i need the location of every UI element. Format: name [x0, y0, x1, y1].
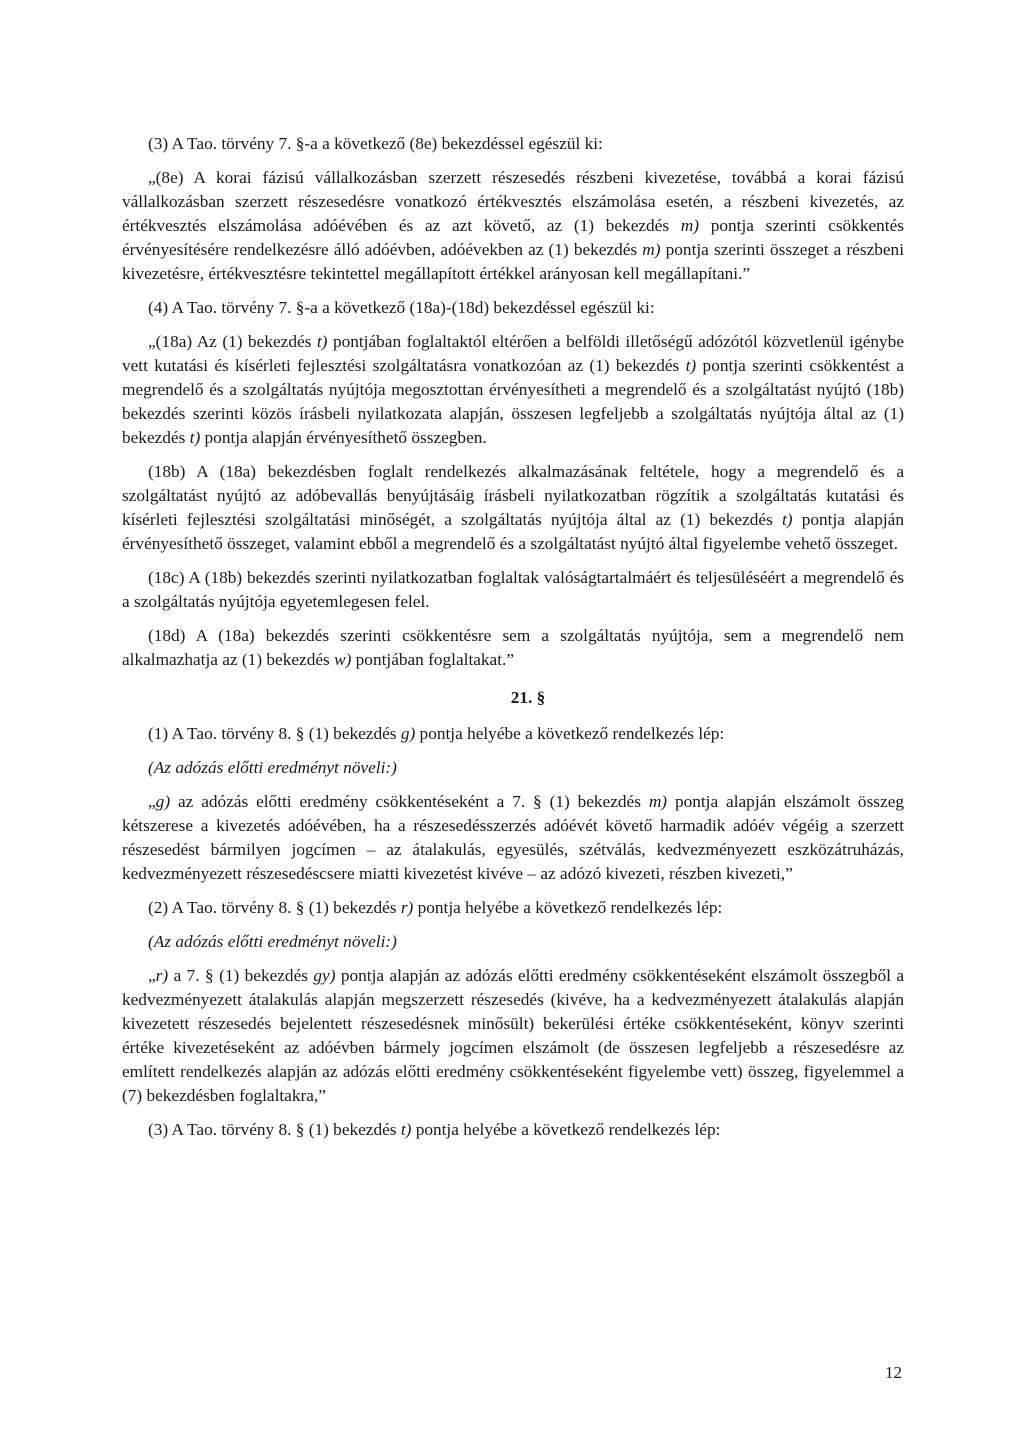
context-note-1: (Az adózás előtti eredményt növeli:)	[148, 758, 397, 777]
document-body	[122, 132, 904, 1152]
paragraph-r: „r) a 7. § (1) bekezdés gy) pontja alapján az adózás előtti eredmény csökkentéseként elszámolt összegből a kedvezményezett átalakulás alapján megszerzett részesedés (kivéve, ha a kedvezményezett átalakulás alapján kivezetett részesedés bejelentett részesedésnek minősült) bekerülési értéke csökkentéseként, könyv szerinti értéke kivezetéseként az adóévben bármely jogcímen elszámolt (de összesen legfeljebb a részesedésre az említett rendelkezés alapján az adózás előtti eredmény csökkentéseként figyelembe vett) összeg, figyelemmel a (7) bekezdésben foglaltakra,”	[122, 966, 904, 1105]
amendment-intro-8-t: (3) A Tao. törvény 8. § (1) bekezdés t) pontja helyébe a következő rendelkezés lép:	[148, 1120, 721, 1139]
paragraph-18d: (18d) A (18a) bekezdés szerinti csökkentésre sem a szolgáltatás nyújtója, sem a megrendelő nem alkalmazhatja az (1) bekezdés w) pontjában foglaltakat.”	[122, 626, 904, 669]
context-note-2: (Az adózás előtti eredményt növeli:)	[148, 932, 397, 951]
paragraph-18c: (18c) A (18b) bekezdés szerinti nyilatkozatban foglaltak valóságtartalmáért és teljesüléséért a megrendelő és a szolgáltatás nyújtója egyetemlegesen felel.	[122, 568, 904, 611]
paragraph-g: „g) az adózás előtti eredmény csökkentéseként a 7. § (1) bekezdés m) pontja alapján elszámolt összeg kétszerese a kivezetés adóévében, ha a részesedésszerzés adóévét követő harmadik adóév végéig a szerzett részesedést bármilyen jogcímen – az átalakulás, egyesülés, szétválás, kedvezményezett eszközátruházás, kedvezményezett részesedéscsere miatti kivezetést kivéve – az adózó kivezeti, részben kivezeti,”	[122, 792, 905, 883]
paragraph-18b: (18b) A (18a) bekezdésben foglalt rendelkezés alkalmazásának feltétele, hogy a megrendelő és a szolgáltatást nyújtó az adóbevallás benyújtásáig írásbeli nyilatkozatban rögzítik a szolgáltatás kutatási és kísérleti fejlesztési szolgáltatási minőségét, a szolgáltatás nyújtója által az (1) bekezdés t) pontja alapján érvényesíthető összeget, valamint ebből a megrendelő és a szolgáltatást nyújtó által figyelembe vehető összeget.	[122, 462, 904, 553]
amendment-intro-8-r: (2) A Tao. törvény 8. § (1) bekezdés r) pontja helyébe a következő rendelkezés lép:	[148, 898, 723, 917]
section-heading-21: 21. §	[510, 688, 546, 707]
page-number: 12	[885, 1363, 902, 1382]
amendment-intro-8-g: (1) A Tao. törvény 8. § (1) bekezdés g) pontja helyébe a következő rendelkezés lép:	[148, 724, 725, 743]
amendment-intro-7-8e: (3) A Tao. törvény 7. §-a a következő (8e) bekezdéssel egészül ki:	[148, 134, 603, 153]
paragraph-8e: „(8e) A korai fázisú vállalkozásban szerzett részesedés részbeni kivezetése, továbbá a korai fázisú vállalkozásban szerzett részesedésre vonatkozó értékvesztés elszámolása esetén, a részbeni kivezetés, az értékvesztés elszámolása adóévében és az azt követő, az (1) bekezdés m) pontja szerinti csökkentés érvényesítésére rendelkezésre álló adóévben, adóévekben az (1) bekezdés m) pontja szerinti összeget a részbeni kivezetésre, értékvesztésre tekintettel megállapított értékkel arányosan kell megállapítani.”	[122, 168, 905, 283]
paragraph-18a: „(18a) Az (1) bekezdés t) pontjában foglaltaktól eltérően a belföldi illetőségű adózótól közvetlenül igénybe vett kutatási és kísérleti fejlesztési szolgáltatásra vonatkozóan az (1) bekezdés t) pontja szerinti csökkentést a megrendelő és a szolgáltatás nyújtója megosztottan érvényesítheti a megrendelő és a szolgáltatást nyújtó (18b) bekezdés szerinti közös írásbeli nyilatkozata alapján, összesen legfeljebb a szolgáltatás nyújtója által az (1) bekezdés t) pontja alapján érvényesíthető összegben.	[122, 332, 904, 447]
amendment-intro-7-18a-18d: (4) A Tao. törvény 7. §-a a következő (18a)-(18d) bekezdéssel egészül ki:	[148, 298, 655, 317]
